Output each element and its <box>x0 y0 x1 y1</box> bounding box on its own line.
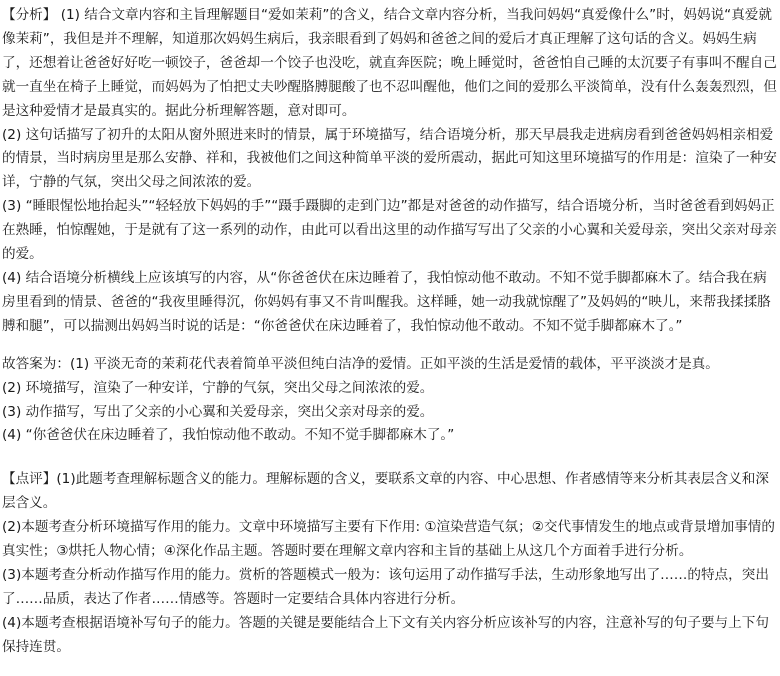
answer-4: (4) “你爸爸伏在床边睡着了，我怕惊动他不敢动。不知不觉手脚都麻木了。” <box>2 427 455 444</box>
analysis-paragraph-1: 【分析】 (1) 结合文章内容和主旨理解题目“爱如茉莉”的含义，结合文章内容分析，当我问妈妈“真爱像什么”时，妈妈说“真爱就像茉莉”，我但是并不理解，知道那次妈妈生病后，我亲眼看到了妈妈和爸爸之间的爱后才真正理解了这句话的含义。妈妈生病了，还想着让爸爸好好吃一顿饺子，爸爸却一个饺子也没吃，就直奔医院；晚上睡觉时，爸爸怕自己睡的太沉要子有事叫不醒自己就一直坐在椅子上睡觉，而妈妈为了怕把丈夫吵醒胳膊腿酸了也不忍叫醒他，他们之间的爱那么平淡简单，没有什么轰轰烈烈，但是这种爱情才是最真实的。据此分析理解答题，意对即可。 <box>2 7 777 119</box>
analysis-paragraph-2: (2) 这句话描写了初升的太阳从窗外照进来时的情景，属于环境描写，结合语境分析，那天早晨我走进病房看到爸爸妈妈相亲相爱的情景，当时病房里是那么安静、祥和，我被他们之间这种简单平淡的爱所震动，据此可知这里环境描写的作用是：渲染了一种安详，宁静的气氛，突出父母之间浓浓的爱。 <box>2 126 777 191</box>
comment-paragraph-2: (2)本题考查分析环境描写作用的能力。文章中环境描写主要有下作用: ①渲染营造气氛；②交代事情发生的地点或背景增加事情的真实性；③烘托人物心情；④深化作品主题。答题时要在理解文章内容和主旨的基础上从这几个方面着手进行分析。 <box>2 519 775 560</box>
answer-intro: 故答案为：(1) 平淡无奇的茉莉花代表着简单平淡但纯白洁净的爱情。正如平淡的生活是爱情的载体，平平淡淡才是真。 <box>2 355 719 372</box>
section-gap <box>2 448 778 468</box>
document-page <box>2 4 778 660</box>
answer-2: (2) 环境描写，渲染了一种安详，宁静的气氛，突出父母之间浓浓的爱。 <box>2 379 434 396</box>
analysis-paragraph-4: (4) 结合语境分析横线上应该填写的内容，从“你爸爸伏在床边睡着了，我怕惊动他不敢动。不知不觉手脚都麻木了。结合我在病房里看到的情景、爸爸的“我夜里睡得沉，你妈妈有事又不肯叫醒我。这样睡，她一动我就惊醒了”及妈妈的“映儿，来帮我揉揉胳膊和腿”，可以揣测出妈妈当时说的话是：“你爸爸伏在床边睡着了，我怕惊动他不敢动。不知不觉手脚都麻木了。” <box>2 269 771 334</box>
comment-paragraph-3: (3)本题考查分析动作描写作用的能力。赏析的答题模式一般为：该句运用了动作描写手法，生动形象地写出了……的特点，突出了……品质，表达了作者……情感等。答题时一定要结合具体内容进行分析。 <box>2 566 769 607</box>
comment-paragraph-1: 【点评】(1)此题考查理解标题含义的能力。理解标题的含义，要联系文章的内容、中心思想、作者感情等来分析其表层含义和深层含义。 <box>2 471 769 512</box>
answer-3: (3) 动作描写，写出了父亲的小心翼和关爱母亲，突出父亲对母亲的爱。 <box>2 403 434 420</box>
section-gap <box>2 339 778 353</box>
analysis-paragraph-3: (3) “睡眼惺忪地抬起头”“轻轻放下妈妈的手”“蹑手蹑脚的走到门边”都是对爸爸的动作描写，结合语境分析，当时爸爸看到妈妈正在熟睡，怕惊醒她，于是就有了这一系列的动作，由此可以看出这里的动作描写写出了父亲的小心翼和关爱母亲，突出父亲对母亲的爱。 <box>2 198 777 263</box>
comment-paragraph-4: (4)本题考查根据语境补写句子的能力。答题的关键是要能结合上下文有关内容分析应该补写的内容，注意补写的句子要与上下句保持连贯。 <box>2 614 769 655</box>
